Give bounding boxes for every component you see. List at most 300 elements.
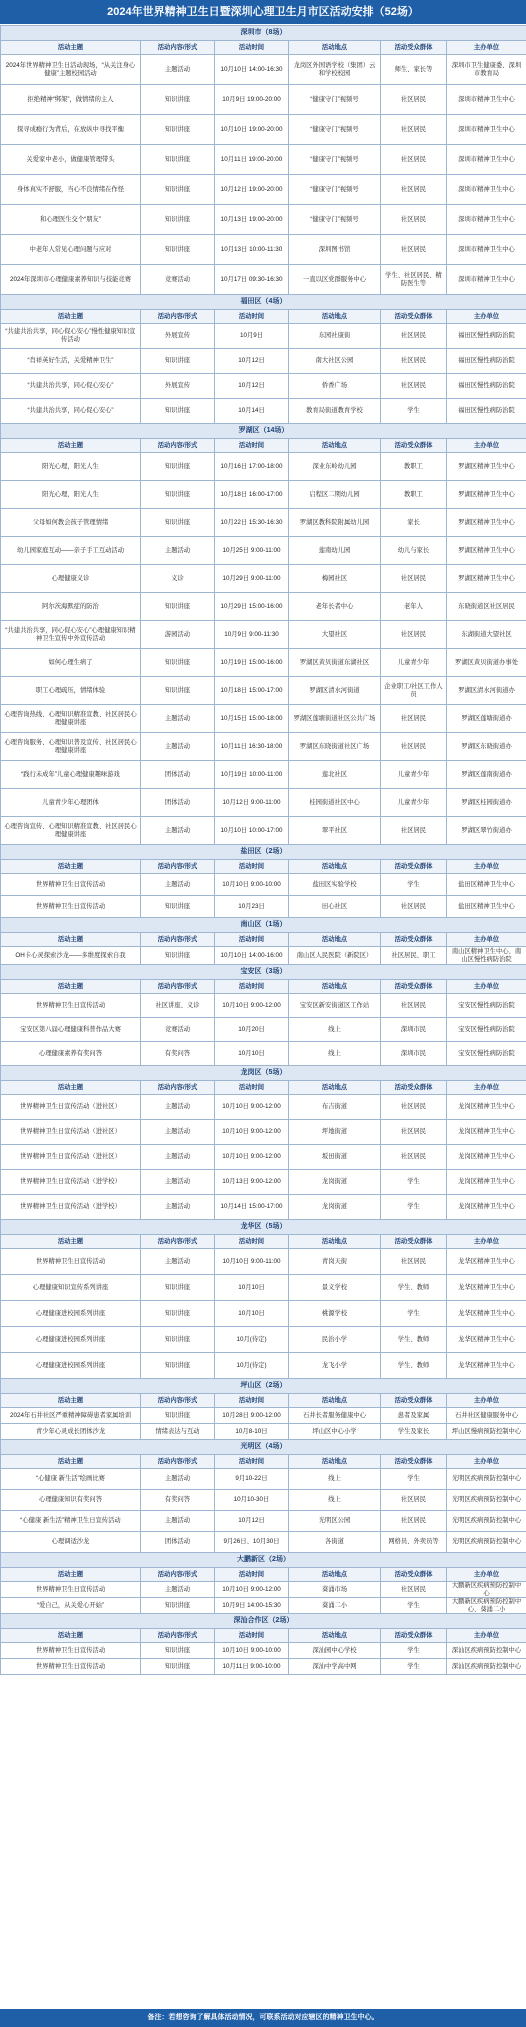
column-header: 主办单位 (447, 1455, 526, 1469)
table-row (1, 1659, 526, 1675)
table-row (1, 1018, 526, 1042)
table-cell: 知识讲座 (141, 677, 215, 705)
table-cell: 主题活动 (141, 1195, 215, 1220)
table-cell: 10月10日 (215, 1275, 289, 1301)
table-cell: 知识讲座 (141, 509, 215, 537)
table-cell: 知识讲座 (141, 1643, 215, 1659)
table-cell: 知识讲座 (141, 481, 215, 509)
column-header: 主办单位 (447, 439, 526, 453)
table-cell: 世界精神卫生日宣传活动 (1, 994, 141, 1018)
table-cell: 心理健康知识宣传系列讲座 (1, 1275, 141, 1301)
table-cell: “肖祥英好生活，关爱精神卫生” (1, 349, 141, 374)
table-cell: 2024年世界精神卫生日活动现场，“从关注身心健康”主题校园活动 (1, 55, 141, 85)
table-row (1, 874, 526, 896)
table-cell: “共建共治共享，同心促心安心”心理健康知识精神卫生宣传中外宣传活动 (1, 621, 141, 649)
table-cell: 身体真实不舒服，当心不良情绪在作怪 (1, 175, 141, 205)
table-cell: 龙华区精神卫生中心 (447, 1353, 526, 1379)
table-cell: 深业东岭幼儿园 (289, 453, 381, 481)
column-header: 活动时间 (215, 933, 289, 947)
table-row (1, 453, 526, 481)
table-cell: 竞赛活动 (141, 1018, 215, 1042)
table-cell: 知识讲座 (141, 115, 215, 145)
table-cell: 主题活动 (141, 537, 215, 565)
column-header: 活动内容/形式 (141, 860, 215, 874)
table-cell: 教职工 (381, 453, 447, 481)
table-cell: 10月16日 17:00-18:00 (215, 453, 289, 481)
table-row (1, 1582, 526, 1598)
table-row (1, 649, 526, 677)
table-cell: 10月23日 (215, 896, 289, 918)
district-header (1, 1614, 526, 1629)
district-name: 大鹏新区（2场） (1, 1553, 526, 1568)
table-cell: 学生及家长 (381, 1424, 447, 1440)
table-row (1, 481, 526, 509)
column-header: 活动受众群体 (381, 1081, 447, 1095)
table-cell: 知识讲座 (141, 649, 215, 677)
column-header: 活动受众群体 (381, 310, 447, 324)
table-cell: 桂园街道社区中心 (289, 789, 381, 817)
column-header: 活动地点 (289, 860, 381, 874)
table-cell: 坂田街道 (289, 1145, 381, 1170)
table-cell: 龙岗区精神卫生中心 (447, 1170, 526, 1195)
table-cell: 罗湖区莲塘街道社区公共广场 (289, 705, 381, 733)
column-header: 活动时间 (215, 980, 289, 994)
table-cell: 10月12日 19:00-20:00 (215, 175, 289, 205)
table-cell: 10月17日 09:30-16:30 (215, 265, 289, 295)
table-cell: 世界精神卫生日宣传活动 (1, 874, 141, 896)
table-cell: 10月19日 10:00-11:00 (215, 761, 289, 789)
table-cell: 10月28日 9:00-12:00 (215, 1408, 289, 1424)
table-cell: 心理健康义诊 (1, 565, 141, 593)
table-cell: 10月20日 (215, 1018, 289, 1042)
column-header: 主办单位 (447, 980, 526, 994)
table-cell: 2024年深圳市心理健康素养知识与技能竞赛 (1, 265, 141, 295)
table-cell: 主题活动 (141, 817, 215, 845)
table-cell: 龙飞小学 (289, 1353, 381, 1379)
column-header: 活动受众群体 (381, 1629, 447, 1643)
table-cell: 世界精神卫生日宣传活动（进社区） (1, 1120, 141, 1145)
table-cell: 和心理医生交个“朋友” (1, 205, 141, 235)
table-cell: 10月10日 9:00-10:00 (215, 1643, 289, 1659)
table-cell: 10月11日 19:00-20:00 (215, 145, 289, 175)
column-header: 活动受众群体 (381, 1568, 447, 1582)
table-cell: 世界精神卫生日宣传活动 (1, 1582, 141, 1598)
district-name: 福田区（4场） (1, 295, 526, 310)
table-cell: 线上 (289, 1469, 381, 1490)
table-cell: 探寻成瘾行为背后，在放纵中寻找平衡 (1, 115, 141, 145)
table-cell: 知识讲座 (141, 205, 215, 235)
table-cell: 10月19日 15:00-16:00 (215, 649, 289, 677)
table-cell: 东晓街道区社区居民 (447, 593, 526, 621)
column-header: 活动受众群体 (381, 1235, 447, 1249)
table-cell: 网格员、外卖员等 (381, 1532, 447, 1553)
table-cell: 10月9日 (215, 324, 289, 349)
column-header-row (1, 1235, 526, 1249)
table-cell: 光明区公园 (289, 1511, 381, 1532)
column-header: 活动受众群体 (381, 1394, 447, 1408)
table-cell: 10月12日 (215, 349, 289, 374)
table-cell: 10月10-30日 (215, 1490, 289, 1511)
table-row (1, 1120, 526, 1145)
column-header-row (1, 41, 526, 55)
table-cell: 老年人 (381, 593, 447, 621)
table-cell: 10月(待定) (215, 1327, 289, 1353)
table-cell: 深圳市精神卫生中心 (447, 205, 526, 235)
table-cell: 盐田区实验学校 (289, 874, 381, 896)
table-cell: 10月15日 15:00-18:00 (215, 705, 289, 733)
table-cell: 大鹏新区疾病预防控制中心 (447, 1582, 526, 1598)
table-cell: 罗湖区清水河街道办 (447, 677, 526, 705)
footer-note: 备注：若想咨询了解具体活动情况，可联系活动对应辖区的精神卫生中心。 (0, 2009, 526, 2027)
column-header: 活动内容/形式 (141, 1394, 215, 1408)
district-header (1, 1220, 526, 1235)
table-cell: 儿童青少年 (381, 789, 447, 817)
table-cell: 10月29日 15:00-16:00 (215, 593, 289, 621)
table-cell: 竞赛活动 (141, 265, 215, 295)
table-cell: 幼儿园家庭互动——亲子手工互动活动 (1, 537, 141, 565)
table-cell: 10月11日 9:00-10:00 (215, 1659, 289, 1675)
district-header (1, 918, 526, 933)
column-header: 活动时间 (215, 310, 289, 324)
table-cell: 社区居民 (381, 565, 447, 593)
table-cell: 社区居民 (381, 1582, 447, 1598)
column-header: 活动时间 (215, 860, 289, 874)
table-cell: 知识讲座 (141, 1598, 215, 1614)
table-cell: 青少年心灵成长团体沙龙 (1, 1424, 141, 1440)
table-cell: “健康守门”视频号 (289, 175, 381, 205)
table-cell: 龙岗区精神卫生中心 (447, 1195, 526, 1220)
table-cell: 龙岗区精神卫生中心 (447, 1095, 526, 1120)
table-cell: 10月10日 9:00-10:00 (215, 874, 289, 896)
table-cell: 大望社区 (289, 621, 381, 649)
table-cell: 宝安区慢性病防治院 (447, 1018, 526, 1042)
table-cell: 翠平社区 (289, 817, 381, 845)
table-cell: 世界精神卫生日宣传活动 (1, 1659, 141, 1675)
table-row (1, 374, 526, 399)
table-cell: 福田区慢性病防治院 (447, 349, 526, 374)
table-cell: 深圳市卫生健康委、深圳市教育局 (447, 55, 526, 85)
district-name: 坪山区（2场） (1, 1379, 526, 1394)
table-cell: “健康守门”视频号 (289, 205, 381, 235)
table-cell: 南大社区公园 (289, 349, 381, 374)
table-cell: 罗湖区东晓街道办 (447, 733, 526, 761)
table-cell: 10月18日 16:00-17:00 (215, 481, 289, 509)
table-cell: 10月12日 (215, 374, 289, 399)
table-cell: 团体活动 (141, 1532, 215, 1553)
column-header: 活动受众群体 (381, 439, 447, 453)
table-cell: 罗湖区莲南街道办 (447, 761, 526, 789)
table-row (1, 1511, 526, 1532)
table-cell: 心理健康进校园系列讲座 (1, 1353, 141, 1379)
table-cell: 罗湖区黄贝街道东湖社区 (289, 649, 381, 677)
table-cell: 深圳市精神卫生中心 (447, 145, 526, 175)
table-cell: 10月10日 9:00-12:00 (215, 994, 289, 1018)
district-header (1, 1440, 526, 1455)
column-header: 主办单位 (447, 1394, 526, 1408)
table-row (1, 1469, 526, 1490)
column-header: 活动地点 (289, 1081, 381, 1095)
column-header: 活动地点 (289, 1394, 381, 1408)
table-cell: 深圳市精神卫生中心 (447, 265, 526, 295)
table-cell: 深圳市精神卫生中心 (447, 175, 526, 205)
table-cell: 阳光心理，阳光人生 (1, 453, 141, 481)
table-cell: 莲北社区 (289, 761, 381, 789)
column-header: 活动主题 (1, 439, 141, 453)
table-cell: 世界精神卫生日宣传活动（进社区） (1, 1145, 141, 1170)
table-cell: 学生 (381, 1598, 447, 1614)
column-header: 活动时间 (215, 1394, 289, 1408)
column-header: 活动内容/形式 (141, 1081, 215, 1095)
district-name: 深汕合作区（2场） (1, 1614, 526, 1629)
table-row (1, 265, 526, 295)
table-cell: 深汕区疾病预防控制中心 (447, 1659, 526, 1675)
table-row (1, 115, 526, 145)
table-cell: 10月13日 19:00-20:00 (215, 205, 289, 235)
table-cell: 知识讲座 (141, 85, 215, 115)
table-cell: 教职工 (381, 481, 447, 509)
table-row (1, 565, 526, 593)
table-cell: 线上 (289, 1490, 381, 1511)
table-cell: 宝安区慢性病防治院 (447, 994, 526, 1018)
table-row (1, 593, 526, 621)
column-header: 活动时间 (215, 1235, 289, 1249)
table-row (1, 55, 526, 85)
table-cell: 罗湖区莲塘街道办 (447, 705, 526, 733)
column-header-row (1, 1568, 526, 1582)
table-row (1, 789, 526, 817)
table-cell: 东湖街道大望社区 (447, 621, 526, 649)
table-cell: 线上 (289, 1042, 381, 1066)
table-cell: 知识讲座 (141, 1327, 215, 1353)
column-header: 活动内容/形式 (141, 439, 215, 453)
table-row (1, 509, 526, 537)
table-cell: OH卡心灵探索沙龙——多维度探索自我 (1, 947, 141, 965)
table-cell: 9月26日、10月30日 (215, 1532, 289, 1553)
column-header: 主办单位 (447, 1629, 526, 1643)
table-cell: 龙华区精神卫生中心 (447, 1301, 526, 1327)
table-cell: 患者及家属 (381, 1408, 447, 1424)
column-header: 活动内容/形式 (141, 933, 215, 947)
column-header-row (1, 933, 526, 947)
table-cell: 青岗天街 (289, 1249, 381, 1275)
table-row (1, 1249, 526, 1275)
column-header: 活动地点 (289, 41, 381, 55)
table-row (1, 324, 526, 349)
table-row (1, 817, 526, 845)
table-cell: 10月9日 14:00-15:30 (215, 1598, 289, 1614)
table-cell: 10月10日 10:00-17:00 (215, 817, 289, 845)
table-row (1, 761, 526, 789)
table-cell: 莲南幼儿园 (289, 537, 381, 565)
table-cell: 桃源学校 (289, 1301, 381, 1327)
column-header: 活动时间 (215, 1081, 289, 1095)
table-cell: 主题活动 (141, 1095, 215, 1120)
table-cell: 深汕园中心学校 (289, 1643, 381, 1659)
table-cell: 各街道 (289, 1532, 381, 1553)
table-cell: 情绪表达与互动 (141, 1424, 215, 1440)
table-cell: 罗湖区精神卫生中心 (447, 481, 526, 509)
table-cell: 世界精神卫生日宣传活动 (1, 896, 141, 918)
table-cell: 侨香广场 (289, 374, 381, 399)
table-cell: 葵涌市场 (289, 1582, 381, 1598)
table-cell: 深汕区疾病预防控制中心 (447, 1643, 526, 1659)
table-cell: 社区居民 (381, 324, 447, 349)
table-cell: 10月29日 9:00-11:00 (215, 565, 289, 593)
column-header: 活动受众群体 (381, 1455, 447, 1469)
column-header: 活动内容/形式 (141, 1629, 215, 1643)
column-header-row (1, 310, 526, 324)
table-cell: 10月12日 (215, 1511, 289, 1532)
column-header-row (1, 980, 526, 994)
table-cell: 罗湖区黄贝街道办事处 (447, 649, 526, 677)
table-cell: “健康守门”视频号 (289, 115, 381, 145)
table-row (1, 1195, 526, 1220)
table-cell: 宝安区第八届心理健康科普作品大赛 (1, 1018, 141, 1042)
column-header: 活动内容/形式 (141, 310, 215, 324)
table-row (1, 1145, 526, 1170)
table-cell: 学生 (381, 1195, 447, 1220)
table-cell: 南山区精神卫生中心、南山区慢性病防治院 (447, 947, 526, 965)
table-cell: 10月25日 9:00-11:00 (215, 537, 289, 565)
table-cell: 知识讲座 (141, 1275, 215, 1301)
table-cell: 罗湖区翠竹街道办 (447, 817, 526, 845)
table-cell: 主题活动 (141, 1249, 215, 1275)
table-cell: 阿尔茨海默症的防治 (1, 593, 141, 621)
table-cell: 10月9日 19:00-20:00 (215, 85, 289, 115)
table-cell: “共建共治共享，同心促心安心”慢性健康知识宣传活动 (1, 324, 141, 349)
table-cell: 社区居民、职工 (381, 947, 447, 965)
column-header: 活动地点 (289, 933, 381, 947)
table-cell: 知识讲座 (141, 145, 215, 175)
district-header (1, 424, 526, 439)
table-cell: 石井长者服务健康中心 (289, 1408, 381, 1424)
table-cell: 10月10日 9:00-12:00 (215, 1120, 289, 1145)
district-header (1, 845, 526, 860)
table-cell: 幼儿与家长 (381, 537, 447, 565)
table-cell: 10月10日 19:00-20:00 (215, 115, 289, 145)
table-cell: 龙岗区精神卫生中心 (447, 1145, 526, 1170)
table-cell: 坪山区慢病预防控制中心 (447, 1424, 526, 1440)
table-cell: 世界精神卫生日宣传活动 (1, 1249, 141, 1275)
table-cell: 老年长者中心 (289, 593, 381, 621)
table-cell: 社区居民 (381, 1120, 447, 1145)
column-header-row (1, 860, 526, 874)
table-cell: 10月14日 (215, 399, 289, 424)
table-row (1, 1095, 526, 1120)
column-header: 活动主题 (1, 41, 141, 55)
table-cell: 龙华区精神卫生中心 (447, 1275, 526, 1301)
table-cell: 罗湖区清水河街道 (289, 677, 381, 705)
table-cell: 社区居民 (381, 1249, 447, 1275)
table-cell: 福田区慢性病防治院 (447, 374, 526, 399)
table-cell: 知识讲座 (141, 1301, 215, 1327)
table-cell: “健康守门”视频号 (289, 145, 381, 175)
table-row (1, 399, 526, 424)
column-header: 活动主题 (1, 860, 141, 874)
table-cell: 深圳市精神卫生中心 (447, 115, 526, 145)
table-cell: 深圳图书馆 (289, 235, 381, 265)
table-row (1, 1353, 526, 1379)
table-cell: 10月13日 10:00-11:30 (215, 235, 289, 265)
district-name: 罗湖区（14场） (1, 424, 526, 439)
table-cell: 罗湖区东晓街道社区广场 (289, 733, 381, 761)
table-cell: 儿童青少年 (381, 649, 447, 677)
table-cell: 社区居民 (381, 733, 447, 761)
table-cell: 一直以区党群服务中心 (289, 265, 381, 295)
table-cell: 学生 (381, 1469, 447, 1490)
column-header: 活动时间 (215, 1455, 289, 1469)
district-name: 宝安区（3场） (1, 965, 526, 980)
table-cell: 学生、教师 (381, 1353, 447, 1379)
district-name: 龙华区（5场） (1, 1220, 526, 1235)
column-header: 活动主题 (1, 310, 141, 324)
column-header: 活动受众群体 (381, 933, 447, 947)
table-cell: 主题活动 (141, 874, 215, 896)
table-cell: 罗湖区精神卫生中心 (447, 537, 526, 565)
table-cell: 龙岗街道 (289, 1195, 381, 1220)
table-cell: 学生 (381, 1170, 447, 1195)
table-row (1, 1301, 526, 1327)
table-row (1, 1424, 526, 1440)
table-cell: 学生 (381, 1643, 447, 1659)
column-header: 活动时间 (215, 1629, 289, 1643)
table-cell: 师生、家长等 (381, 55, 447, 85)
table-cell: 东园社康街 (289, 324, 381, 349)
column-header: 主办单位 (447, 860, 526, 874)
column-header: 活动时间 (215, 41, 289, 55)
table-row (1, 896, 526, 918)
table-cell: 龙华区精神卫生中心 (447, 1249, 526, 1275)
table-cell: 社区居民 (381, 85, 447, 115)
table-cell: 知识讲座 (141, 1353, 215, 1379)
table-cell: 福田区慢性病防治院 (447, 399, 526, 424)
table-cell: 10月10日 (215, 1301, 289, 1327)
table-row (1, 1275, 526, 1301)
table-cell: 职工心理疏压，情绪体验 (1, 677, 141, 705)
column-header: 活动内容/形式 (141, 41, 215, 55)
district-header (1, 1379, 526, 1394)
table-cell: 光明区疾病预防控制中心 (447, 1511, 526, 1532)
column-header: 活动地点 (289, 1568, 381, 1582)
table-cell: 10月10日 9:00-12:00 (215, 1145, 289, 1170)
column-header: 活动主题 (1, 980, 141, 994)
table-cell: 龙岗区精神卫生中心 (447, 1120, 526, 1145)
column-header: 活动内容/形式 (141, 1235, 215, 1249)
table-cell: 龙岗区外国语学校（集团）云和学校校园 (289, 55, 381, 85)
table-cell: 启程区二期幼儿园 (289, 481, 381, 509)
table-cell: 10月8-10日 (215, 1424, 289, 1440)
column-header: 活动受众群体 (381, 980, 447, 994)
table-cell: 外展宣传 (141, 324, 215, 349)
table-cell: 石井社区健康服务中心 (447, 1408, 526, 1424)
table-cell: 龙岗街道 (289, 1170, 381, 1195)
table-cell: 企业职工/社区工作人员 (381, 677, 447, 705)
district-name: 光明区（4场） (1, 1440, 526, 1455)
table-cell: 罗湖区精神卫生中心 (447, 453, 526, 481)
column-header: 活动受众群体 (381, 41, 447, 55)
column-header-row (1, 1455, 526, 1469)
table-cell: 社区居民 (381, 621, 447, 649)
table-row (1, 733, 526, 761)
table-cell: 学生 (381, 1301, 447, 1327)
table-cell: 南山区人民医院（新院区） (289, 947, 381, 965)
table-row (1, 621, 526, 649)
table-cell: 10月9日 9:00-11:30 (215, 621, 289, 649)
table-cell: 10月10日 9:00-12:00 (215, 1582, 289, 1598)
table-cell: 社区居民 (381, 349, 447, 374)
table-cell: 有奖问答 (141, 1042, 215, 1066)
table-cell: 主题活动 (141, 1469, 215, 1490)
